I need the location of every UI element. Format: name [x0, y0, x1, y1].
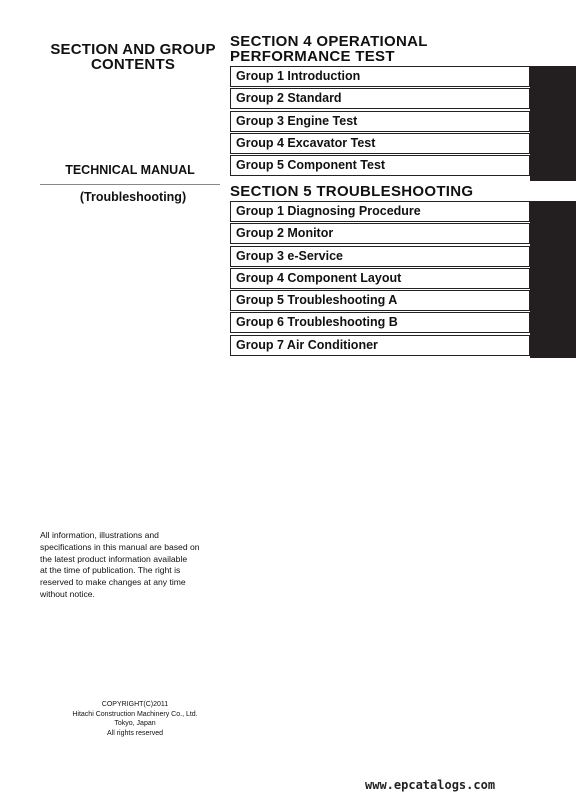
contents-title-line-1: SECTION AND GROUP: [50, 41, 216, 58]
notice-line: the latest product information available: [40, 553, 188, 564]
section-5-title: SECTION 5 TROUBLESHOOTING: [230, 183, 474, 200]
notice-text: [40, 530, 220, 601]
section-4-group-4[interactable]: Group 4 Excavator Test: [230, 133, 530, 154]
section-5-group-1[interactable]: Group 1 Diagnosing Procedure: [230, 201, 530, 222]
section-5-thumb-tab[interactable]: [530, 201, 576, 358]
copyright-line: Hitachi Construction Machinery Co., Ltd.: [72, 710, 198, 718]
manual-title: TECHNICAL MANUAL: [65, 163, 195, 177]
section-4-title-line-2: PERFORMANCE TEST: [230, 48, 395, 65]
section-5-group-4[interactable]: Group 4 Component Layout: [230, 268, 530, 289]
manual-subtitle: (Troubleshooting): [79, 190, 187, 204]
section-4-group-2[interactable]: Group 2 Standard: [230, 88, 530, 109]
section-4-title-line-1: SECTION 4 OPERATIONAL: [230, 33, 428, 50]
section-4-group-1[interactable]: Group 1 Introduction: [230, 66, 530, 87]
section-4-group-5[interactable]: Group 5 Component Test: [230, 155, 530, 176]
section-5-group-list: [230, 201, 530, 357]
section-5-group-7[interactable]: Group 7 Air Conditioner: [230, 335, 530, 356]
section-5-group-6[interactable]: Group 6 Troubleshooting B: [230, 312, 530, 333]
copyright-line: Tokyo, Japan: [114, 720, 156, 728]
section-4-title: [230, 34, 428, 64]
contents-title: [40, 42, 226, 72]
section-5-group-2[interactable]: Group 2 Monitor: [230, 223, 530, 244]
section-4-group-list: [230, 66, 530, 177]
section-5-group-5[interactable]: Group 5 Troubleshooting A: [230, 290, 530, 311]
notice-line: reserved to make changes at any time: [40, 577, 186, 588]
section-5-group-3[interactable]: Group 3 e-Service: [230, 246, 530, 267]
copyright-block: [55, 700, 215, 738]
section-4-thumb-tab[interactable]: [530, 66, 576, 181]
section-4-group-3[interactable]: Group 3 Engine Test: [230, 111, 530, 132]
notice-line: specifications in this manual are based on: [40, 541, 200, 552]
copyright-line: All rights reserved: [106, 729, 164, 737]
notice-line: All information, illustrations and: [40, 530, 159, 540]
notice-line: at the time of publication. The right is: [40, 565, 181, 576]
copyright-line: COPYRIGHT(C)2011: [101, 701, 169, 708]
notice-line: without notice.: [40, 588, 95, 599]
watermark-text: www.epcatalogs.com: [365, 778, 496, 792]
manual-divider: [40, 184, 220, 185]
contents-title-line-2: CONTENTS: [90, 56, 176, 73]
